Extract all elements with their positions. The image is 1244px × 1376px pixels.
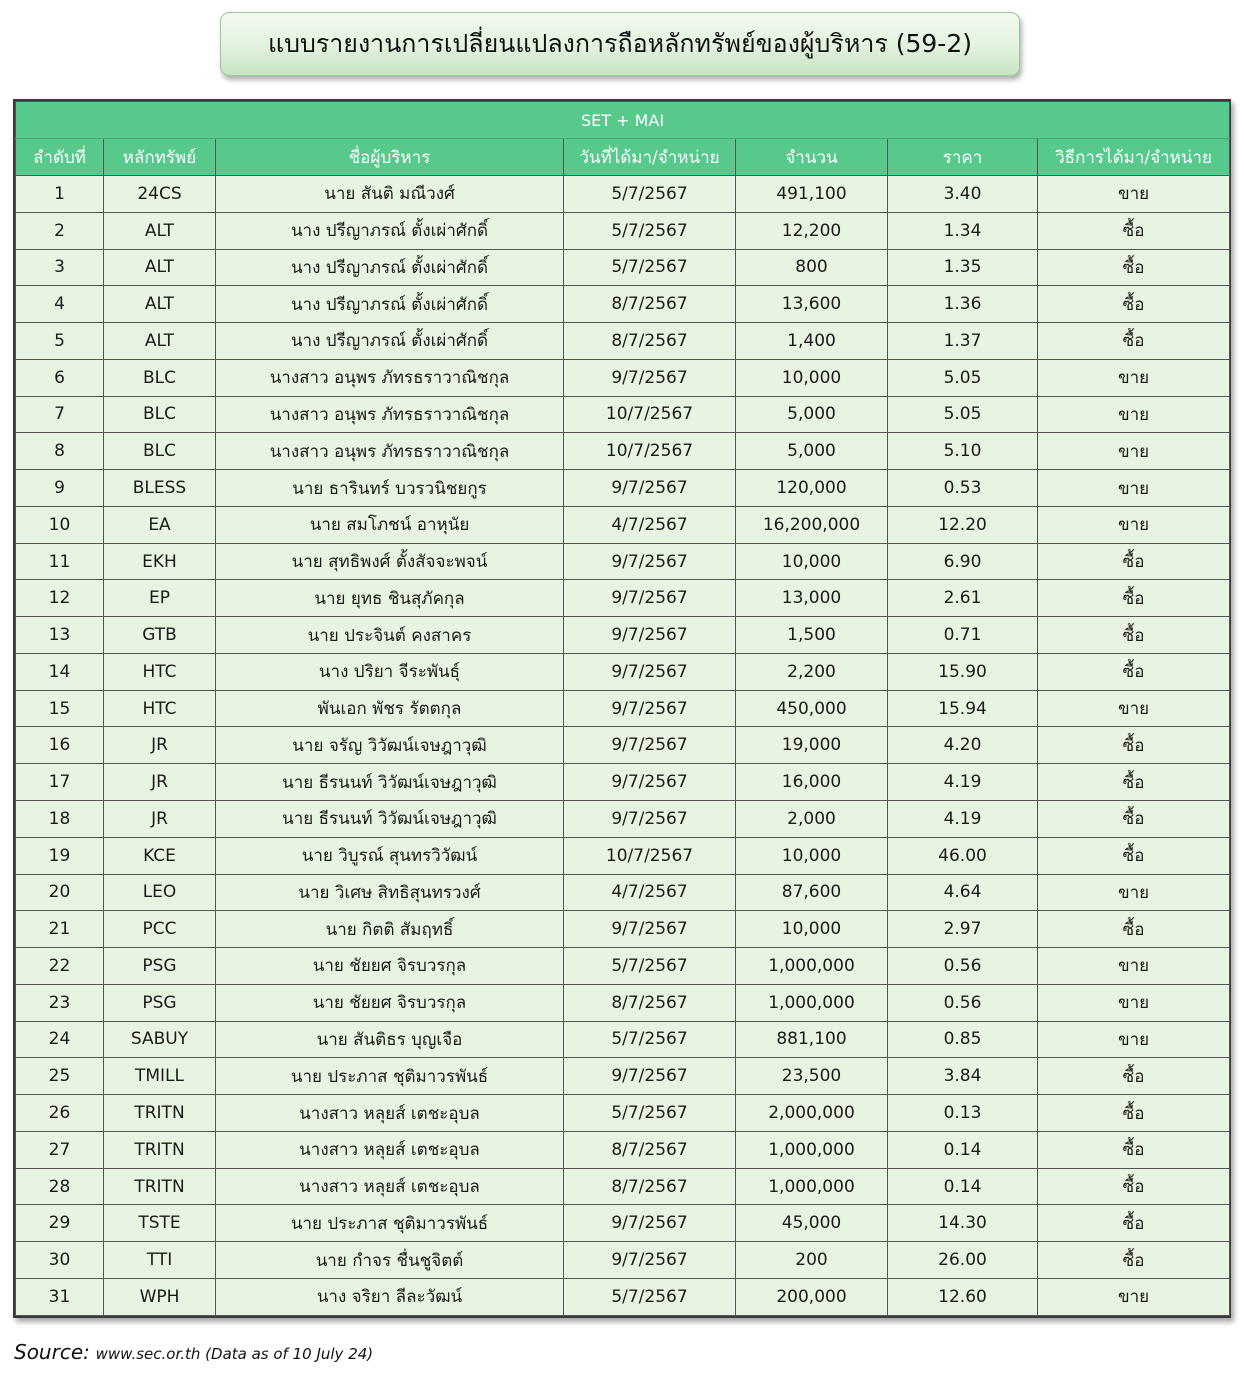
cell-order: 29 bbox=[16, 1205, 104, 1242]
cell-volume: 1,500 bbox=[736, 617, 888, 654]
cell-executive-name: พันเอก พัชร รัตตกุล bbox=[216, 690, 564, 727]
column-header-volume: จำนวน bbox=[736, 139, 888, 176]
cell-order: 30 bbox=[16, 1242, 104, 1279]
cell-date: 5/7/2567 bbox=[564, 1095, 736, 1132]
cell-volume: 200 bbox=[736, 1242, 888, 1279]
cell-order: 15 bbox=[16, 690, 104, 727]
cell-order: 25 bbox=[16, 1058, 104, 1095]
cell-order: 10 bbox=[16, 506, 104, 543]
cell-volume: 2,000 bbox=[736, 801, 888, 838]
cell-order: 11 bbox=[16, 543, 104, 580]
cell-security: GTB bbox=[104, 617, 216, 654]
table-row bbox=[16, 764, 1230, 801]
cell-price: 5.05 bbox=[888, 359, 1038, 396]
cell-method: ซื้อ bbox=[1038, 212, 1230, 249]
cell-method: ซื้อ bbox=[1038, 653, 1230, 690]
cell-method: ซื้อ bbox=[1038, 286, 1230, 323]
source-label: Source: bbox=[14, 1340, 90, 1364]
cell-date: 10/7/2567 bbox=[564, 433, 736, 470]
table-row bbox=[16, 506, 1230, 543]
cell-price: 4.20 bbox=[888, 727, 1038, 764]
cell-method: ขาย bbox=[1038, 1278, 1230, 1315]
table-row bbox=[16, 470, 1230, 507]
table-row bbox=[16, 727, 1230, 764]
cell-security: TTI bbox=[104, 1242, 216, 1279]
cell-date: 5/7/2567 bbox=[564, 176, 736, 213]
cell-security: BLESS bbox=[104, 470, 216, 507]
cell-executive-name: นาง ปรีญาภรณ์ ตั้งเผ่าศักดิ์ bbox=[216, 286, 564, 323]
cell-security: KCE bbox=[104, 837, 216, 874]
cell-date: 9/7/2567 bbox=[564, 580, 736, 617]
cell-volume: 13,000 bbox=[736, 580, 888, 617]
cell-executive-name: นาย สันติธร บุญเจือ bbox=[216, 1021, 564, 1058]
cell-order: 4 bbox=[16, 286, 104, 323]
cell-volume: 16,000 bbox=[736, 764, 888, 801]
cell-price: 3.40 bbox=[888, 176, 1038, 213]
cell-security: EA bbox=[104, 506, 216, 543]
cell-volume: 12,200 bbox=[736, 212, 888, 249]
cell-security: ALT bbox=[104, 212, 216, 249]
cell-date: 9/7/2567 bbox=[564, 1205, 736, 1242]
cell-security: TRITN bbox=[104, 1168, 216, 1205]
cell-security: 24CS bbox=[104, 176, 216, 213]
cell-date: 9/7/2567 bbox=[564, 470, 736, 507]
report-table bbox=[15, 101, 1230, 1316]
cell-method: ซื้อ bbox=[1038, 911, 1230, 948]
table-row bbox=[16, 653, 1230, 690]
cell-price: 46.00 bbox=[888, 837, 1038, 874]
table-row bbox=[16, 433, 1230, 470]
title-box bbox=[220, 12, 1020, 76]
column-header-date: วันที่ได้มา/จำหน่าย bbox=[564, 139, 736, 176]
cell-date: 8/7/2567 bbox=[564, 286, 736, 323]
market-label: SET + MAI bbox=[16, 102, 1230, 139]
cell-method: ซื้อ bbox=[1038, 1058, 1230, 1095]
cell-method: ซื้อ bbox=[1038, 1131, 1230, 1168]
cell-date: 9/7/2567 bbox=[564, 801, 736, 838]
table-row bbox=[16, 212, 1230, 249]
cell-method: ซื้อ bbox=[1038, 1205, 1230, 1242]
table-row bbox=[16, 801, 1230, 838]
cell-volume: 491,100 bbox=[736, 176, 888, 213]
cell-price: 15.94 bbox=[888, 690, 1038, 727]
table-row bbox=[16, 1168, 1230, 1205]
cell-order: 20 bbox=[16, 874, 104, 911]
cell-volume: 16,200,000 bbox=[736, 506, 888, 543]
cell-order: 8 bbox=[16, 433, 104, 470]
cell-executive-name: นาย สุทธิพงศ์ ตั้งสัจจะพจน์ bbox=[216, 543, 564, 580]
cell-price: 1.35 bbox=[888, 249, 1038, 286]
cell-order: 26 bbox=[16, 1095, 104, 1132]
cell-price: 0.14 bbox=[888, 1168, 1038, 1205]
cell-security: TSTE bbox=[104, 1205, 216, 1242]
cell-date: 9/7/2567 bbox=[564, 727, 736, 764]
cell-executive-name: นาง ปรีญาภรณ์ ตั้งเผ่าศักดิ์ bbox=[216, 249, 564, 286]
table-row bbox=[16, 286, 1230, 323]
column-header-order: ลำดับที่ bbox=[16, 139, 104, 176]
column-header-price: ราคา bbox=[888, 139, 1038, 176]
table-row bbox=[16, 690, 1230, 727]
table-row bbox=[16, 911, 1230, 948]
cell-security: ALT bbox=[104, 286, 216, 323]
cell-executive-name: นางสาว อนุพร ภัทรธราวาณิชกุล bbox=[216, 359, 564, 396]
source-note bbox=[14, 1340, 373, 1364]
cell-method: ซื้อ bbox=[1038, 727, 1230, 764]
cell-security: EP bbox=[104, 580, 216, 617]
table-row bbox=[16, 1021, 1230, 1058]
cell-executive-name: นาย ธีรนนท์ วิวัฒน์เจษฎาวุฒิ bbox=[216, 801, 564, 838]
table-row bbox=[16, 249, 1230, 286]
cell-order: 6 bbox=[16, 359, 104, 396]
cell-price: 2.97 bbox=[888, 911, 1038, 948]
cell-date: 5/7/2567 bbox=[564, 948, 736, 985]
cell-order: 7 bbox=[16, 396, 104, 433]
cell-price: 0.56 bbox=[888, 984, 1038, 1021]
cell-executive-name: นาย ยุทธ ชินสุภัคกุล bbox=[216, 580, 564, 617]
table-row bbox=[16, 837, 1230, 874]
cell-security: TRITN bbox=[104, 1131, 216, 1168]
cell-method: ขาย bbox=[1038, 396, 1230, 433]
cell-executive-name: นาย สันติ มณีวงศ์ bbox=[216, 176, 564, 213]
table-row bbox=[16, 1205, 1230, 1242]
cell-security: EKH bbox=[104, 543, 216, 580]
cell-date: 9/7/2567 bbox=[564, 1242, 736, 1279]
cell-price: 4.64 bbox=[888, 874, 1038, 911]
cell-date: 9/7/2567 bbox=[564, 617, 736, 654]
cell-method: ซื้อ bbox=[1038, 764, 1230, 801]
cell-price: 4.19 bbox=[888, 764, 1038, 801]
cell-volume: 1,000,000 bbox=[736, 948, 888, 985]
cell-security: LEO bbox=[104, 874, 216, 911]
cell-executive-name: นางสาว อนุพร ภัทรธราวาณิชกุล bbox=[216, 396, 564, 433]
column-header-security: หลักทรัพย์ bbox=[104, 139, 216, 176]
cell-date: 9/7/2567 bbox=[564, 543, 736, 580]
column-header-method: วิธีการได้มา/จำหน่าย bbox=[1038, 139, 1230, 176]
cell-method: ซื้อ bbox=[1038, 249, 1230, 286]
cell-method: ขาย bbox=[1038, 1021, 1230, 1058]
cell-order: 27 bbox=[16, 1131, 104, 1168]
cell-order: 13 bbox=[16, 617, 104, 654]
page-title: แบบรายงานการเปลี่ยนแปลงการถือหลักทรัพย์ของผู้บริหาร (59-2) bbox=[267, 29, 972, 58]
cell-security: ALT bbox=[104, 323, 216, 360]
cell-date: 8/7/2567 bbox=[564, 1168, 736, 1205]
cell-volume: 23,500 bbox=[736, 1058, 888, 1095]
cell-order: 17 bbox=[16, 764, 104, 801]
cell-executive-name: นาย กำจร ชื่นชูจิตต์ bbox=[216, 1242, 564, 1279]
cell-method: ซื้อ bbox=[1038, 837, 1230, 874]
cell-volume: 200,000 bbox=[736, 1278, 888, 1315]
cell-security: PCC bbox=[104, 911, 216, 948]
cell-order: 3 bbox=[16, 249, 104, 286]
cell-date: 5/7/2567 bbox=[564, 212, 736, 249]
cell-method: ซื้อ bbox=[1038, 1095, 1230, 1132]
cell-date: 10/7/2567 bbox=[564, 396, 736, 433]
cell-method: ซื้อ bbox=[1038, 1168, 1230, 1205]
cell-order: 21 bbox=[16, 911, 104, 948]
cell-executive-name: นางสาว อนุพร ภัทรธราวาณิชกุล bbox=[216, 433, 564, 470]
cell-price: 26.00 bbox=[888, 1242, 1038, 1279]
cell-volume: 5,000 bbox=[736, 433, 888, 470]
cell-price: 1.34 bbox=[888, 212, 1038, 249]
cell-price: 14.30 bbox=[888, 1205, 1038, 1242]
cell-price: 0.13 bbox=[888, 1095, 1038, 1132]
cell-date: 8/7/2567 bbox=[564, 323, 736, 360]
cell-order: 23 bbox=[16, 984, 104, 1021]
cell-executive-name: นาย ชัยยศ จิรบวรกุล bbox=[216, 948, 564, 985]
cell-volume: 120,000 bbox=[736, 470, 888, 507]
cell-volume: 800 bbox=[736, 249, 888, 286]
cell-price: 12.60 bbox=[888, 1278, 1038, 1315]
cell-security: ALT bbox=[104, 249, 216, 286]
cell-executive-name: นาย สมโภชน์ อาหุนัย bbox=[216, 506, 564, 543]
cell-method: ซื้อ bbox=[1038, 323, 1230, 360]
cell-executive-name: นาย กิตติ สัมฤทธิ์ bbox=[216, 911, 564, 948]
cell-executive-name: นาย วิเศษ สิทธิสุนทรวงศ์ bbox=[216, 874, 564, 911]
table-row bbox=[16, 617, 1230, 654]
cell-security: JR bbox=[104, 727, 216, 764]
source-text: www.sec.or.th (Data as of 10 July 24) bbox=[95, 1345, 374, 1363]
cell-executive-name: นาย วิบูรณ์ สุนทรวิวัฒน์ bbox=[216, 837, 564, 874]
cell-volume: 19,000 bbox=[736, 727, 888, 764]
cell-executive-name: นาย จรัญ วิวัฒน์เจษฎาวุฒิ bbox=[216, 727, 564, 764]
cell-executive-name: นาย ประจินต์ คงสาคร bbox=[216, 617, 564, 654]
cell-order: 22 bbox=[16, 948, 104, 985]
cell-security: JR bbox=[104, 764, 216, 801]
cell-volume: 45,000 bbox=[736, 1205, 888, 1242]
cell-executive-name: นาง ปรีญาภรณ์ ตั้งเผ่าศักดิ์ bbox=[216, 323, 564, 360]
cell-security: PSG bbox=[104, 948, 216, 985]
table-row bbox=[16, 874, 1230, 911]
cell-security: TMILL bbox=[104, 1058, 216, 1095]
table-row bbox=[16, 323, 1230, 360]
cell-price: 1.37 bbox=[888, 323, 1038, 360]
table-row bbox=[16, 1278, 1230, 1315]
cell-date: 9/7/2567 bbox=[564, 764, 736, 801]
cell-executive-name: นาย ชัยยศ จิรบวรกุล bbox=[216, 984, 564, 1021]
cell-method: ขาย bbox=[1038, 359, 1230, 396]
column-header-executive-name: ชื่อผู้บริหาร bbox=[216, 139, 564, 176]
table-body bbox=[16, 176, 1230, 1316]
cell-order: 9 bbox=[16, 470, 104, 507]
cell-volume: 10,000 bbox=[736, 359, 888, 396]
cell-order: 14 bbox=[16, 653, 104, 690]
cell-date: 9/7/2567 bbox=[564, 911, 736, 948]
cell-executive-name: นาย ธารินทร์ บวรวนิชยกูร bbox=[216, 470, 564, 507]
cell-volume: 2,200 bbox=[736, 653, 888, 690]
cell-date: 8/7/2567 bbox=[564, 984, 736, 1021]
table-row bbox=[16, 1095, 1230, 1132]
cell-executive-name: นาย ธีรนนท์ วิวัฒน์เจษฎาวุฒิ bbox=[216, 764, 564, 801]
cell-security: HTC bbox=[104, 653, 216, 690]
cell-volume: 10,000 bbox=[736, 837, 888, 874]
cell-method: ขาย bbox=[1038, 506, 1230, 543]
table-row bbox=[16, 580, 1230, 617]
cell-order: 28 bbox=[16, 1168, 104, 1205]
cell-price: 15.90 bbox=[888, 653, 1038, 690]
cell-method: ขาย bbox=[1038, 176, 1230, 213]
column-header-row bbox=[16, 139, 1230, 176]
cell-volume: 450,000 bbox=[736, 690, 888, 727]
cell-volume: 10,000 bbox=[736, 543, 888, 580]
cell-date: 5/7/2567 bbox=[564, 249, 736, 286]
table-row bbox=[16, 359, 1230, 396]
cell-method: ซื้อ bbox=[1038, 617, 1230, 654]
cell-method: ขาย bbox=[1038, 690, 1230, 727]
cell-volume: 2,000,000 bbox=[736, 1095, 888, 1132]
cell-date: 9/7/2567 bbox=[564, 359, 736, 396]
cell-date: 9/7/2567 bbox=[564, 1058, 736, 1095]
cell-price: 0.85 bbox=[888, 1021, 1038, 1058]
cell-method: ซื้อ bbox=[1038, 580, 1230, 617]
cell-security: BLC bbox=[104, 396, 216, 433]
cell-order: 2 bbox=[16, 212, 104, 249]
cell-price: 0.14 bbox=[888, 1131, 1038, 1168]
cell-security: BLC bbox=[104, 359, 216, 396]
cell-volume: 1,000,000 bbox=[736, 1168, 888, 1205]
table-row bbox=[16, 984, 1230, 1021]
cell-method: ซื้อ bbox=[1038, 543, 1230, 580]
cell-price: 4.19 bbox=[888, 801, 1038, 838]
cell-executive-name: นางสาว หลุยส์ เตชะอุบล bbox=[216, 1168, 564, 1205]
cell-security: TRITN bbox=[104, 1095, 216, 1132]
cell-price: 0.56 bbox=[888, 948, 1038, 985]
table-row bbox=[16, 1131, 1230, 1168]
cell-order: 24 bbox=[16, 1021, 104, 1058]
cell-volume: 1,000,000 bbox=[736, 1131, 888, 1168]
cell-executive-name: นางสาว หลุยส์ เตชะอุบล bbox=[216, 1131, 564, 1168]
cell-method: ขาย bbox=[1038, 470, 1230, 507]
cell-method: ซื้อ bbox=[1038, 801, 1230, 838]
cell-method: ขาย bbox=[1038, 433, 1230, 470]
cell-date: 10/7/2567 bbox=[564, 837, 736, 874]
cell-security: WPH bbox=[104, 1278, 216, 1315]
cell-order: 1 bbox=[16, 176, 104, 213]
table-row bbox=[16, 396, 1230, 433]
cell-security: PSG bbox=[104, 984, 216, 1021]
cell-security: HTC bbox=[104, 690, 216, 727]
cell-date: 4/7/2567 bbox=[564, 874, 736, 911]
cell-security: JR bbox=[104, 801, 216, 838]
cell-volume: 87,600 bbox=[736, 874, 888, 911]
cell-order: 12 bbox=[16, 580, 104, 617]
table-row bbox=[16, 1242, 1230, 1279]
cell-order: 18 bbox=[16, 801, 104, 838]
cell-price: 1.36 bbox=[888, 286, 1038, 323]
cell-date: 9/7/2567 bbox=[564, 690, 736, 727]
cell-security: SABUY bbox=[104, 1021, 216, 1058]
cell-price: 3.84 bbox=[888, 1058, 1038, 1095]
cell-volume: 13,600 bbox=[736, 286, 888, 323]
market-header-row bbox=[16, 102, 1230, 139]
cell-price: 5.05 bbox=[888, 396, 1038, 433]
cell-volume: 1,400 bbox=[736, 323, 888, 360]
cell-volume: 10,000 bbox=[736, 911, 888, 948]
report-table-container bbox=[13, 99, 1231, 1318]
cell-order: 16 bbox=[16, 727, 104, 764]
cell-method: ซื้อ bbox=[1038, 1242, 1230, 1279]
cell-date: 5/7/2567 bbox=[564, 1021, 736, 1058]
cell-method: ขาย bbox=[1038, 948, 1230, 985]
cell-executive-name: นาย ประภาส ชุติมาวรพันธ์ bbox=[216, 1205, 564, 1242]
cell-price: 0.71 bbox=[888, 617, 1038, 654]
cell-date: 4/7/2567 bbox=[564, 506, 736, 543]
cell-executive-name: นาง ปริยา จีระพันธุ์ bbox=[216, 653, 564, 690]
cell-order: 31 bbox=[16, 1278, 104, 1315]
cell-price: 6.90 bbox=[888, 543, 1038, 580]
table-row bbox=[16, 948, 1230, 985]
cell-date: 5/7/2567 bbox=[564, 1278, 736, 1315]
cell-executive-name: นางสาว หลุยส์ เตชะอุบล bbox=[216, 1095, 564, 1132]
cell-date: 9/7/2567 bbox=[564, 653, 736, 690]
cell-method: ขาย bbox=[1038, 984, 1230, 1021]
cell-method: ขาย bbox=[1038, 874, 1230, 911]
cell-executive-name: นาย ประภาส ชุติมาวรพันธ์ bbox=[216, 1058, 564, 1095]
cell-price: 5.10 bbox=[888, 433, 1038, 470]
cell-order: 19 bbox=[16, 837, 104, 874]
cell-date: 8/7/2567 bbox=[564, 1131, 736, 1168]
cell-volume: 5,000 bbox=[736, 396, 888, 433]
cell-security: BLC bbox=[104, 433, 216, 470]
table-row bbox=[16, 1058, 1230, 1095]
table-row bbox=[16, 176, 1230, 213]
cell-executive-name: นาง จริยา ลีละวัฒน์ bbox=[216, 1278, 564, 1315]
cell-price: 12.20 bbox=[888, 506, 1038, 543]
table-row bbox=[16, 543, 1230, 580]
cell-volume: 881,100 bbox=[736, 1021, 888, 1058]
cell-price: 0.53 bbox=[888, 470, 1038, 507]
cell-price: 2.61 bbox=[888, 580, 1038, 617]
cell-order: 5 bbox=[16, 323, 104, 360]
cell-executive-name: นาง ปรีญาภรณ์ ตั้งเผ่าศักดิ์ bbox=[216, 212, 564, 249]
cell-volume: 1,000,000 bbox=[736, 984, 888, 1021]
